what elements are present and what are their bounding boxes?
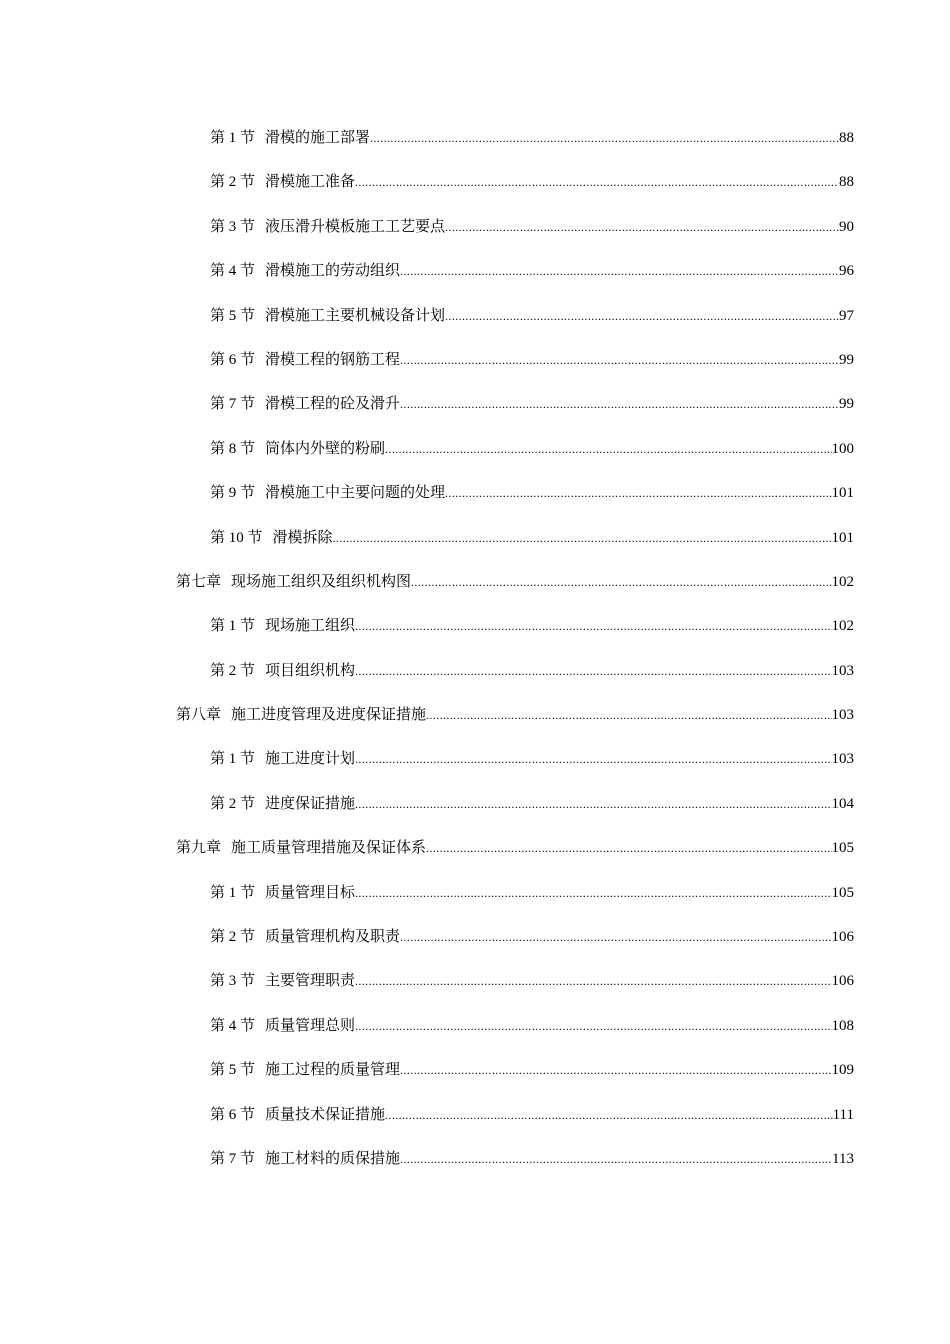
toc-dot-leader: [426, 826, 831, 870]
toc-section-entry[interactable]: [0, 338, 854, 382]
toc-page-number: 97: [839, 307, 854, 324]
toc-section-entry[interactable]: [0, 1137, 854, 1181]
toc-entry-label: [176, 826, 426, 870]
toc-page-number: 102: [831, 618, 854, 635]
toc-section-entry[interactable]: [0, 1093, 854, 1137]
toc-entry-number: 第 2 节: [210, 662, 256, 679]
toc-section-entry[interactable]: [0, 471, 854, 515]
toc-entry-title: 滑模施工中主要问题的处理: [265, 485, 446, 502]
toc-entry-number: 第 3 节: [210, 218, 256, 235]
toc-entry-title: 质量管理总则: [265, 1017, 356, 1034]
toc-page-number: 99: [839, 396, 854, 413]
toc-page-number: 99: [839, 351, 854, 368]
toc-entry-number: 第 5 节: [210, 307, 256, 324]
toc-section-entry[interactable]: [0, 782, 854, 826]
toc-dot-leader: [385, 427, 831, 471]
toc-entry-number: 第 3 节: [210, 973, 256, 990]
toc-entry-label: [210, 649, 355, 693]
toc-dot-leader: [400, 249, 839, 293]
toc-entry-label: [210, 959, 355, 1003]
toc-section-entry[interactable]: [0, 160, 854, 204]
toc-page-number: 109: [831, 1062, 854, 1079]
toc-page-number: 101: [831, 485, 854, 502]
toc-entry-number: 第 1 节: [210, 884, 256, 901]
toc-entry-title: 滑模施工的劳动组织: [265, 263, 401, 280]
toc-entry-number: 第 6 节: [210, 1106, 256, 1123]
toc-entry-label: [176, 693, 426, 737]
toc-entry-label: [210, 871, 355, 915]
toc-dot-leader: [445, 294, 839, 338]
toc-dot-leader: [355, 160, 839, 204]
toc-dot-leader: [355, 959, 831, 1003]
toc-entry-label: [210, 382, 400, 426]
toc-page-number: 103: [831, 751, 854, 768]
toc-entry-title: 施工进度计划: [265, 751, 356, 768]
toc-section-entry[interactable]: [0, 649, 854, 693]
toc-entry-number: 第 1 节: [210, 751, 256, 768]
toc-entry-number: 第 9 节: [210, 485, 256, 502]
toc-entry-label: [210, 516, 333, 560]
toc-dot-leader: [400, 915, 831, 959]
toc-entry-title: 滑模工程的钢筋工程: [265, 351, 401, 368]
toc-dot-leader: [400, 338, 839, 382]
toc-entry-number: 第 2 节: [210, 174, 256, 191]
toc-entry-label: [176, 560, 411, 604]
toc-entry-title: 施工进度管理及进度保证措施: [231, 707, 427, 724]
toc-page-number: 105: [831, 840, 854, 857]
toc-entry-number: 第 2 节: [210, 929, 256, 946]
toc-dot-leader: [355, 782, 831, 826]
toc-chapter-entry[interactable]: [0, 826, 854, 870]
toc-page-number: 88: [839, 174, 854, 191]
toc-section-entry[interactable]: [0, 427, 854, 471]
toc-entry-title: 主要管理职责: [265, 973, 356, 990]
toc-entry-title: 滑模拆除: [272, 529, 333, 546]
toc-entry-number: 第 10 节: [210, 529, 263, 546]
toc-dot-leader: [370, 116, 839, 160]
toc-entry-number: 第八章: [176, 707, 222, 724]
toc-entry-label: [210, 604, 355, 648]
toc-entry-title: 滑模的施工部署: [265, 130, 371, 146]
toc-section-entry[interactable]: [0, 604, 854, 648]
toc-dot-leader: [426, 693, 831, 737]
toc-page-number: 103: [831, 707, 854, 724]
toc-dot-leader: [355, 871, 831, 915]
toc-chapter-entry[interactable]: [0, 560, 854, 604]
toc-page-number: 113: [832, 1150, 854, 1167]
toc-page-number: 88: [839, 130, 854, 146]
toc-page-number: 106: [831, 929, 854, 946]
toc-entry-number: 第七章: [176, 573, 222, 590]
toc-entry-label: [210, 915, 400, 959]
toc-entry-label: [210, 338, 400, 382]
toc-entry-number: 第 1 节: [210, 130, 256, 146]
toc-entry-number: 第 7 节: [210, 396, 256, 413]
toc-dot-leader: [400, 1137, 832, 1181]
toc-entry-title: 质量管理目标: [265, 884, 356, 901]
toc-entry-number: 第 7 节: [210, 1150, 256, 1167]
toc-entry-title: 质量技术保证措施: [265, 1106, 386, 1123]
toc-entry-number: 第 4 节: [210, 263, 256, 280]
toc-entry-title: 滑模工程的砼及滑升: [265, 396, 401, 413]
toc-entry-label: [210, 1048, 400, 1092]
toc-page-number: 106: [831, 973, 854, 990]
toc-page-number: 104: [831, 795, 854, 812]
toc-entry-number: 第 4 节: [210, 1017, 256, 1034]
toc-dot-leader: [445, 205, 839, 249]
toc-entry-label: [210, 471, 445, 515]
toc-entry-title: 现场施工组织: [265, 618, 356, 635]
toc-page-number: 105: [831, 884, 854, 901]
toc-entry-title: 现场施工组织及组织机构图: [231, 573, 412, 590]
toc-section-entry[interactable]: [0, 915, 854, 959]
toc-entry-title: 施工材料的质保措施: [265, 1150, 401, 1167]
toc-section-entry[interactable]: [0, 382, 854, 426]
toc-dot-leader: [355, 737, 831, 781]
toc-section-entry[interactable]: [0, 1048, 854, 1092]
toc-entry-title: 滑模施工主要机械设备计划: [265, 307, 446, 324]
toc-section-entry[interactable]: [0, 959, 854, 1003]
toc-section-entry[interactable]: [0, 871, 854, 915]
toc-dot-leader: [333, 516, 832, 560]
toc-entry-label: [210, 160, 355, 204]
toc-entry-label: [210, 427, 385, 471]
toc-section-entry[interactable]: [0, 1004, 854, 1048]
toc-entry-number: 第九章: [176, 840, 222, 857]
toc-entry-label: [210, 116, 370, 160]
toc-entry-title: 筒体内外壁的粉刷: [265, 440, 386, 457]
toc-entry-label: [210, 1004, 355, 1048]
toc-page-number: 108: [831, 1017, 854, 1034]
toc-dot-leader: [355, 1004, 831, 1048]
toc-page-number: 102: [831, 573, 854, 590]
toc-entry-label: [210, 249, 400, 293]
toc-entry-label: [210, 1093, 385, 1137]
toc-entry-label: [210, 205, 445, 249]
toc-entry-label: [210, 294, 445, 338]
toc-entry-label: [210, 782, 355, 826]
toc-page-number: 111: [832, 1106, 854, 1123]
toc-entry-number: 第 5 节: [210, 1062, 256, 1079]
toc-section-entry[interactable]: [0, 737, 854, 781]
toc-dot-leader: [355, 649, 831, 693]
toc-entry-number: 第 8 节: [210, 440, 256, 457]
toc-entry-label: [210, 737, 355, 781]
toc-entry-title: 施工质量管理措施及保证体系: [231, 840, 427, 857]
toc-dot-leader: [400, 1048, 831, 1092]
toc-section-entry[interactable]: [0, 205, 854, 249]
toc-section-entry[interactable]: [0, 294, 854, 338]
toc-entry-title: 进度保证措施: [265, 795, 356, 812]
toc-chapter-entry[interactable]: [0, 693, 854, 737]
toc-entry-title: 液压滑升模板施工工艺要点: [265, 218, 446, 235]
toc-page-number: 100: [831, 440, 854, 457]
toc-dot-leader: [355, 604, 831, 648]
toc-section-entry[interactable]: [0, 116, 854, 160]
toc-entry-title: 施工过程的质量管理: [265, 1062, 401, 1079]
toc-page-number: 96: [839, 263, 854, 280]
toc-section-entry[interactable]: [0, 516, 854, 560]
toc-entry-number: 第 1 节: [210, 618, 256, 635]
toc-dot-leader: [385, 1093, 833, 1137]
toc-page-number: 103: [831, 662, 854, 679]
toc-entry-number: 第 2 节: [210, 795, 256, 812]
toc-entry-title: 项目组织机构: [265, 662, 356, 679]
toc-entry-label: [210, 1137, 400, 1181]
table-of-contents: [0, 116, 950, 1181]
toc-dot-leader: [445, 471, 831, 515]
toc-page-number: 90: [839, 218, 854, 235]
toc-entry-number: 第 6 节: [210, 351, 256, 368]
toc-dot-leader: [400, 382, 839, 426]
toc-section-entry[interactable]: [0, 249, 854, 293]
toc-entry-title: 滑模施工准备: [265, 174, 356, 191]
toc-entry-title: 质量管理机构及职责: [265, 929, 401, 946]
toc-page-number: 101: [831, 529, 854, 546]
toc-dot-leader: [411, 560, 831, 604]
